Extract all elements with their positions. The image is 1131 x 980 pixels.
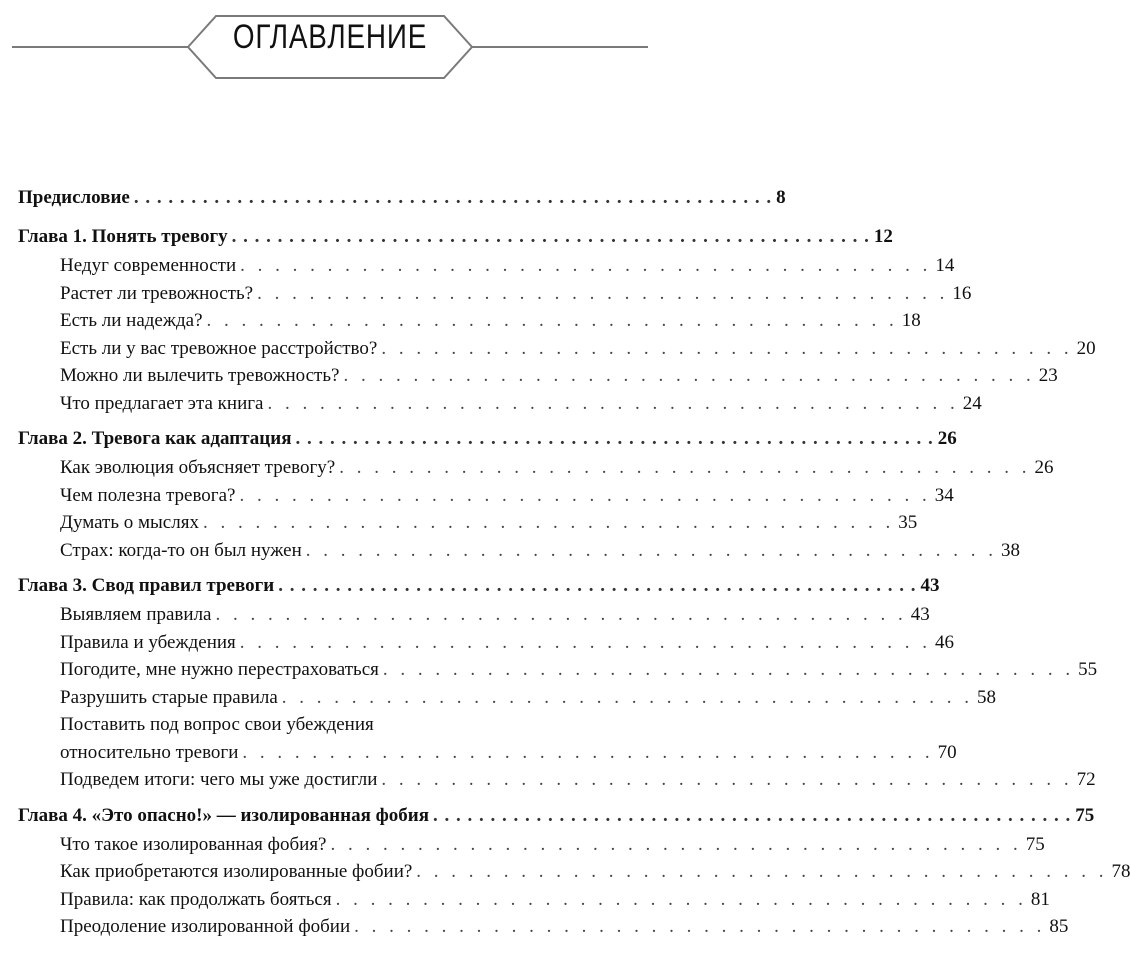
- toc-entry-label: Как эволюция объясняет тревогу?: [60, 457, 336, 478]
- toc-entry-label: Поставить под вопрос свои убеждения: [60, 714, 374, 735]
- toc-page-number: 75: [1025, 833, 1045, 855]
- toc-page-number: 58: [977, 686, 997, 708]
- toc-page-number: 14: [935, 255, 955, 276]
- dot-leader: . . . . . . . . . . . . . . . . . . . . . . . . . . . . . . . . . . . . . . . . . . . . . . . . . . . . . . . .: [133, 187, 773, 208]
- toc-section-entry[interactable]: [18, 629, 955, 657]
- toc-section-entry-line1[interactable]: [18, 711, 630, 739]
- toc-section-entry[interactable]: [18, 390, 982, 418]
- dot-leader: . . . . . . . . . . . . . . . . . . . . . . . . . . . . . . . . . . . . . . . .: [381, 337, 1073, 359]
- toc-chapter-entry[interactable]: [18, 800, 1095, 831]
- toc-page-number: 24: [962, 392, 982, 414]
- toc-page-number: 12: [873, 226, 893, 247]
- toc-section-entry[interactable]: [18, 307, 921, 335]
- dot-leader: . . . . . . . . . . . . . . . . . . . . . . . . . . . . . . . . . . . . . . . .: [240, 255, 932, 276]
- toc-page-number: 35: [898, 512, 918, 533]
- toc-page-number: 55: [1078, 659, 1098, 680]
- toc-entry-label: Предисловие: [18, 187, 130, 208]
- toc-entry-label: относительно тревоги: [60, 741, 239, 763]
- dot-leader: . . . . . . . . . . . . . . . . . . . . . . . . . . . . . . . . . . . . . . . . . . . . . . . . . . . . . . . .: [231, 226, 870, 247]
- toc-entry-label: Есть ли у вас тревожное расстройство?: [60, 337, 378, 359]
- toc-entry-label: Что предлагает эта книга: [60, 392, 264, 414]
- toc-page-number: 75: [1075, 804, 1095, 826]
- toc-entry[interactable]: [18, 182, 786, 213]
- toc-chapter-entry[interactable]: [18, 570, 940, 601]
- toc-entry-label: Можно ли вылечить тревожность?: [60, 365, 340, 386]
- toc-section-entry[interactable]: [18, 684, 997, 712]
- dot-leader: . . . . . . . . . . . . . . . . . . . . . . . . . . . . . . . . . . . . . . . .: [354, 916, 1046, 937]
- toc-chapter-1: [18, 221, 1096, 417]
- toc-entry-label: Погодите, мне нужно перестраховаться: [60, 659, 379, 680]
- dot-leader: . . . . . . . . . . . . . . . . . . . . . . . . . . . . . . . . . . . . . . . .: [202, 512, 895, 533]
- dot-leader: . . . . . . . . . . . . . . . . . . . . . . . . . . . . . . . . . . . . . . . .: [239, 484, 931, 506]
- toc-section-entry[interactable]: [18, 335, 1096, 363]
- toc-section-entry[interactable]: [18, 482, 954, 510]
- toc-chapter-4: [18, 800, 1131, 941]
- toc-section-entry[interactable]: [18, 362, 1058, 390]
- dot-leader: . . . . . . . . . . . . . . . . . . . . . . . . . . . . . . . . . . . . . . . .: [257, 282, 949, 304]
- dot-leader: . . . . . . . . . . . . . . . . . . . . . . . . . . . . . . . . . . . . . . . .: [343, 365, 1035, 386]
- toc-entry-label: Страх: когда-то он был нужен: [60, 539, 302, 561]
- toc-page-number: 18: [901, 310, 921, 331]
- toc-entry-label: Разрушить старые правила: [60, 686, 278, 708]
- dot-leader: . . . . . . . . . . . . . . . . . . . . . . . . . . . . . . . . . . . . . . . . . . . . . . . . . . . . . . . .: [432, 804, 1072, 826]
- toc-section-entry[interactable]: [18, 656, 1098, 684]
- toc-section-entry[interactable]: [18, 537, 1020, 565]
- toc-chapter-3: [18, 570, 1098, 794]
- dot-leader: . . . . . . . . . . . . . . . . . . . . . . . . . . . . . . . . . . . . . . . .: [339, 457, 1031, 478]
- toc-chapter-2: [18, 423, 1054, 564]
- toc-page-number: 81: [1030, 888, 1050, 910]
- toc-section-entry[interactable]: [18, 252, 955, 280]
- toc-entry-label: Правила: как продолжать бояться: [60, 888, 332, 910]
- toc-page-number: 23: [1038, 365, 1058, 386]
- dot-leader: . . . . . . . . . . . . . . . . . . . . . . . . . . . . . . . . . . . . . . . .: [239, 631, 932, 653]
- toc-entry-label: Как приобретаются изолированные фобии?: [60, 861, 413, 882]
- toc-page-number: 43: [920, 575, 940, 596]
- dot-leader: . . . . . . . . . . . . . . . . . . . . . . . . . . . . . . . . . . . . . . . . . . . . . . . . . . . . . . . .: [278, 575, 917, 596]
- toc-entry-label: Что такое изолированная фобия?: [60, 833, 327, 855]
- toc-section-entry[interactable]: [18, 858, 1131, 886]
- dot-leader: . . . . . . . . . . . . . . . . . . . . . . . . . . . . . . . . . . . . . . . .: [416, 861, 1108, 882]
- dot-leader: . . . . . . . . . . . . . . . . . . . . . . . . . . . . . . . . . . . . . . . .: [281, 686, 974, 708]
- toc-entry-label: Глава 4. «Это опасно!» — изолированная фобия: [18, 804, 429, 826]
- toc-entry-label: Есть ли надежда?: [60, 310, 203, 331]
- toc-page-number: 26: [937, 428, 957, 449]
- dot-leader: . . . . . . . . . . . . . . . . . . . . . . . . . . . . . . . . . . . . . . . .: [267, 392, 959, 414]
- toc-page-number: 38: [1001, 539, 1020, 561]
- table-of-contents: [18, 182, 1131, 947]
- toc-page-number: 78: [1111, 861, 1131, 882]
- toc-preface: [18, 182, 786, 213]
- dot-leader: . . . . . . . . . . . . . . . . . . . . . . . . . . . . . . . . . . . . . . . .: [215, 604, 907, 625]
- toc-section-entry[interactable]: [18, 280, 972, 308]
- toc-entry-label: Подведем итоги: чего мы уже достигли: [60, 769, 378, 790]
- toc-section-entry[interactable]: [18, 601, 930, 629]
- toc-page-number: 8: [776, 187, 786, 208]
- toc-page-number: 20: [1076, 337, 1096, 359]
- toc-entry-label: Глава 1. Понять тревогу: [18, 226, 228, 247]
- dot-leader: . . . . . . . . . . . . . . . . . . . . . . . . . . . . . . . . . . . . . . . .: [381, 769, 1073, 790]
- toc-entry-label: Глава 2. Тревога как адаптация: [18, 428, 292, 449]
- dot-leader: . . . . . . . . . . . . . . . . . . . . . . . . . . . . . . . . . . . . . . . .: [330, 833, 1022, 855]
- dot-leader: . . . . . . . . . . . . . . . . . . . . . . . . . . . . . . . . . . . . . . . .: [206, 310, 898, 331]
- toc-page-number: 43: [910, 604, 930, 625]
- toc-section-entry[interactable]: [18, 913, 1069, 941]
- header-banner: [0, 0, 660, 95]
- dot-leader: . . . . . . . . . . . . . . . . . . . . . . . . . . . . . . . . . . . . . . . .: [242, 741, 934, 763]
- toc-entry-label: Выявляем правила: [60, 604, 212, 625]
- toc-section-entry[interactable]: [18, 766, 1096, 794]
- toc-section-entry[interactable]: [18, 886, 1050, 914]
- toc-entry-label: Недуг современности: [60, 255, 237, 276]
- toc-chapter-entry[interactable]: [18, 423, 957, 454]
- toc-section-entry[interactable]: [18, 509, 918, 537]
- dot-leader: . . . . . . . . . . . . . . . . . . . . . . . . . . . . . . . . . . . . . . . .: [305, 539, 997, 561]
- toc-section-entry[interactable]: [18, 739, 957, 767]
- toc-entry-label: Думать о мыслях: [60, 512, 199, 533]
- toc-entry-label: Правила и убеждения: [60, 631, 236, 653]
- page-title: ОГЛАВЛЕНИЕ: [232, 18, 428, 56]
- toc-entry-label: Преодоление изолированной фобии: [60, 916, 351, 937]
- toc-section-entry[interactable]: [18, 831, 1045, 859]
- toc-page-number: 70: [937, 741, 957, 763]
- toc-page-number: 16: [952, 282, 972, 304]
- toc-entry-label: Глава 3. Свод правил тревоги: [18, 575, 275, 596]
- dot-leader: . . . . . . . . . . . . . . . . . . . . . . . . . . . . . . . . . . . . . . . .: [382, 659, 1075, 680]
- toc-entry-label: Растет ли тревожность?: [60, 282, 254, 304]
- toc-entry-label: Чем полезна тревога?: [60, 484, 236, 506]
- toc-page-number: 46: [935, 631, 955, 653]
- toc-section-entry[interactable]: [18, 454, 1054, 482]
- dot-leader: . . . . . . . . . . . . . . . . . . . . . . . . . . . . . . . . . . . . . . . . . . . . . . . . . . . . . . . .: [295, 428, 934, 449]
- toc-page-number: 72: [1076, 769, 1096, 790]
- toc-page-number: 85: [1049, 916, 1069, 937]
- toc-page-number: 34: [934, 484, 954, 506]
- toc-chapter-entry[interactable]: [18, 221, 893, 252]
- toc-page-number: 26: [1034, 457, 1054, 478]
- dot-leader: . . . . . . . . . . . . . . . . . . . . . . . . . . . . . . . . . . . . . . . .: [335, 888, 1027, 910]
